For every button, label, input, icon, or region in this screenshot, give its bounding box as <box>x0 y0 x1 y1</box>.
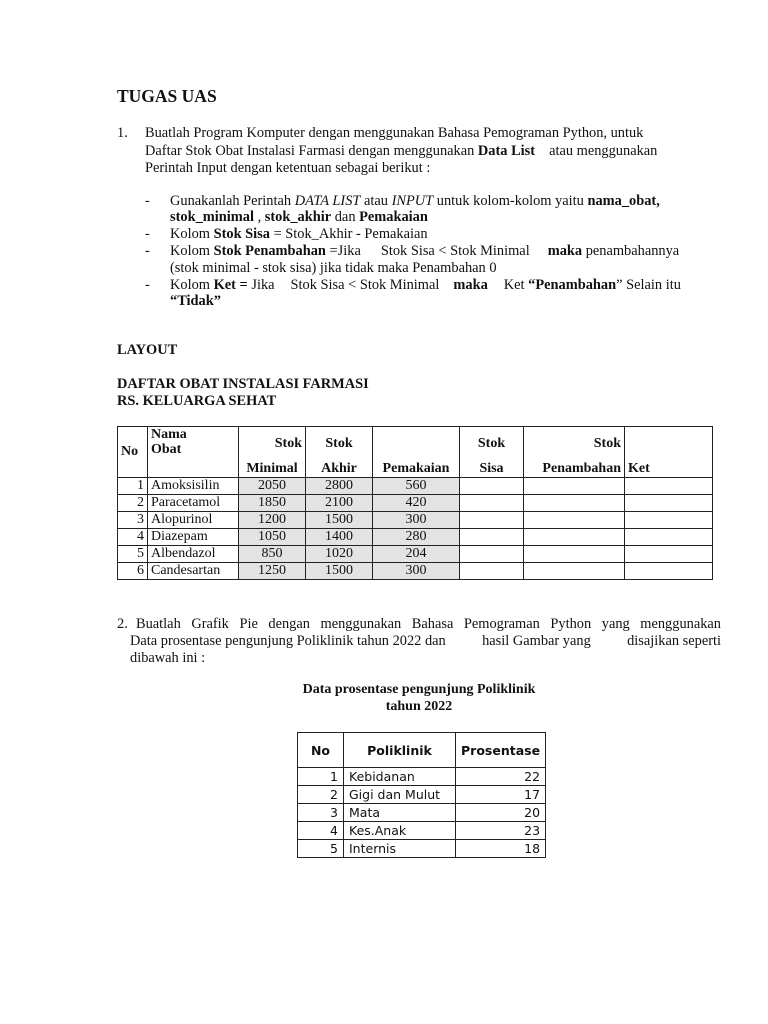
header-stok-akhir-1: Stok <box>306 427 373 453</box>
cell-penambahan <box>524 512 625 529</box>
cell-nama: Paracetamol <box>148 495 239 512</box>
q1-line2-text: Daftar Stok Obat Instalasi Farmasi dengan menggunakan <box>145 143 478 159</box>
cell-penambahan <box>524 546 625 563</box>
table2-title-1: Data prosentase pengunjung Poliklinik <box>302 682 536 697</box>
cell-sisa <box>460 512 524 529</box>
bullet-dash: - <box>145 277 150 293</box>
cell-akhir: 2800 <box>306 478 373 495</box>
table-row <box>298 822 546 840</box>
daftar-subtitle: RS. KELUARGA SEHAT <box>117 393 277 409</box>
cell-nama: Diazepam <box>148 529 239 546</box>
q1-line2-tail: atau menggunakan <box>549 143 658 159</box>
cell-no: 5 <box>298 840 344 858</box>
cell-akhir: 2100 <box>306 495 373 512</box>
bullet-bold: Pemakaian <box>359 209 428 225</box>
cell-no: 2 <box>298 786 344 804</box>
bullet-1-line2 <box>170 208 428 226</box>
bullet-text: Kolom <box>170 226 214 242</box>
q2-line2-c: disajikan seperti <box>627 633 721 649</box>
bullet-dash: - <box>145 243 150 259</box>
bullet-dash: - <box>145 193 150 209</box>
table-row <box>298 804 546 822</box>
bullet-3-line1 <box>170 242 679 260</box>
header-stok-pen-1: Stok <box>524 427 625 453</box>
bullet-4-line2: “Tidak” <box>170 293 221 309</box>
header-no: No <box>118 427 148 478</box>
bullet-bold: Stok Sisa <box>213 226 270 242</box>
header-no: No <box>298 733 344 768</box>
cell-nama: Amoksisilin <box>148 478 239 495</box>
cell-min: 1050 <box>239 529 306 546</box>
cell-poliklinik: Gigi dan Mulut <box>344 786 456 804</box>
bullet-bold: “Penambahan <box>528 277 617 293</box>
header-stok-min-2: Minimal <box>239 452 306 478</box>
cell-poliklinik: Mata <box>344 804 456 822</box>
cell-no: 1 <box>298 768 344 786</box>
header-prosentase: Prosentase <box>456 733 546 768</box>
q2-line3: dibawah ini : <box>130 650 206 666</box>
cell-poliklinik: Internis <box>344 840 456 858</box>
cell-pakai: 420 <box>373 495 460 512</box>
cell-prosentase: 20 <box>456 804 546 822</box>
cell-nama: Albendazol <box>148 546 239 563</box>
header-stok-sisa-1: Stok <box>460 427 524 453</box>
cell-pakai: 204 <box>373 546 460 563</box>
cell-poliklinik: Kes.Anak <box>344 822 456 840</box>
header-poliklinik: Poliklinik <box>344 733 456 768</box>
header-nama-1: Nama <box>151 427 187 442</box>
cell-sisa <box>460 563 524 580</box>
cell-sisa <box>460 478 524 495</box>
cell-no: 6 <box>118 563 148 580</box>
cell-no: 5 <box>118 546 148 563</box>
bullet-text: Kolom <box>170 277 214 293</box>
header-ket: Ket <box>625 452 713 478</box>
table-row <box>118 546 713 563</box>
bullet-bold: maka <box>453 277 488 293</box>
cell-no: 3 <box>298 804 344 822</box>
header-pemakaian-blank <box>373 427 460 453</box>
q1-line1: Buatlah Program Komputer dengan menggunakan Bahasa Pemograman Python, untuk <box>145 125 644 141</box>
cell-akhir: 1500 <box>306 512 373 529</box>
table-row <box>298 786 546 804</box>
cell-no: 3 <box>118 512 148 529</box>
q1-line2-bold: Data List <box>477 143 536 159</box>
bullet-bold: Stok Penambahan <box>213 243 326 259</box>
bullet-text: , <box>253 209 265 225</box>
cell-ket <box>625 546 713 563</box>
table-row <box>118 495 713 512</box>
cell-min: 2050 <box>239 478 306 495</box>
cell-penambahan <box>524 529 625 546</box>
q1-line2 <box>145 142 657 160</box>
bullet-text: Jika <box>247 277 275 293</box>
cell-min: 1200 <box>239 512 306 529</box>
bullet-text: Gunakanlah Perintah <box>170 193 295 209</box>
cell-min: 1850 <box>239 495 306 512</box>
bullet-dash: - <box>145 226 150 242</box>
header-stok-pen-2: Penambahan <box>524 452 625 478</box>
cell-akhir: 1020 <box>306 546 373 563</box>
table-row <box>118 529 713 546</box>
table-header-row-1 <box>118 427 713 453</box>
bullet-text: =Jika <box>325 243 361 259</box>
cell-no: 4 <box>298 822 344 840</box>
header-ket-blank <box>625 427 713 453</box>
cell-ket <box>625 529 713 546</box>
bullet-4-line1 <box>170 276 681 294</box>
bullet-bold: maka <box>547 243 583 259</box>
bullet-italic: DATA LIST <box>294 193 361 209</box>
bullet-text: Ket <box>503 277 529 293</box>
cell-penambahan <box>524 478 625 495</box>
cell-nama: Candesartan <box>148 563 239 580</box>
table-row <box>298 840 546 858</box>
q2-line1: Buatlah Grafik Pie dengan menggunakan Bahasa Pemograman Python yang menggunakan <box>136 616 721 632</box>
bullet-bold: stok_akhir <box>264 209 332 225</box>
table-row <box>118 512 713 529</box>
cell-ket <box>625 495 713 512</box>
bullet-text: ” Selain itu <box>616 277 681 293</box>
cell-prosentase: 18 <box>456 840 546 858</box>
stock-table <box>117 426 713 580</box>
table-row <box>298 768 546 786</box>
bullet-2 <box>170 225 428 243</box>
cell-pakai: 280 <box>373 529 460 546</box>
daftar-title: DAFTAR OBAT INSTALASI FARMASI <box>117 376 369 392</box>
header-stok-sisa-2: Sisa <box>460 452 524 478</box>
q2-line2-b: hasil Gambar yang <box>482 633 591 649</box>
cell-prosentase: 22 <box>456 768 546 786</box>
header-nama-2: Obat <box>151 442 182 457</box>
cell-ket <box>625 478 713 495</box>
cell-no: 4 <box>118 529 148 546</box>
table-header-row <box>298 733 546 768</box>
q2-line2-a: Data prosentase pengunjung Poliklinik tahun 2022 dan <box>130 633 446 649</box>
cell-ket <box>625 563 713 580</box>
cell-prosentase: 17 <box>456 786 546 804</box>
cell-pakai: 300 <box>373 563 460 580</box>
cell-sisa <box>460 529 524 546</box>
cell-pakai: 560 <box>373 478 460 495</box>
bullet-text: Stok Sisa < Stok Minimal <box>290 277 440 293</box>
cell-min: 850 <box>239 546 306 563</box>
header-stok-min-1: Stok <box>239 427 306 453</box>
header-nama-obat <box>148 427 239 478</box>
poliklinik-table <box>297 732 546 858</box>
cell-akhir: 1400 <box>306 529 373 546</box>
q2-line2 <box>130 632 721 650</box>
bullet-3-line2: (stok minimal - stok sisa) jika tidak maka Penambahan 0 <box>170 260 497 276</box>
cell-sisa <box>460 546 524 563</box>
q1-line3: Perintah Input dengan ketentuan sebagai berikut : <box>145 160 431 176</box>
bullet-text: penambahannya <box>582 243 680 259</box>
cell-no: 1 <box>118 478 148 495</box>
bullet-text: Kolom <box>170 243 214 259</box>
cell-ket <box>625 512 713 529</box>
cell-min: 1250 <box>239 563 306 580</box>
bullet-text: dan <box>331 209 360 225</box>
bullet-text: untuk kolom-kolom yaitu <box>433 193 588 209</box>
bullet-text: = Stok_Akhir - Pemakaian <box>269 226 428 242</box>
table-row <box>118 478 713 495</box>
header-stok-akhir-2: Akhir <box>306 452 373 478</box>
bullet-text: Stok Sisa < Stok Minimal <box>380 243 530 259</box>
cell-nama: Alopurinol <box>148 512 239 529</box>
cell-sisa <box>460 495 524 512</box>
bullet-bold: nama_obat, <box>587 193 660 209</box>
document-title: TUGAS UAS <box>117 86 217 106</box>
q2-number: 2. <box>117 616 128 632</box>
table-row <box>118 563 713 580</box>
header-pemakaian: Pemakaian <box>373 452 460 478</box>
cell-akhir: 1500 <box>306 563 373 580</box>
cell-pakai: 300 <box>373 512 460 529</box>
cell-penambahan <box>524 563 625 580</box>
table2-title-2: tahun 2022 <box>385 699 453 714</box>
bullet-bold: stok_minimal <box>170 209 254 225</box>
bullet-italic: INPUT <box>391 193 434 209</box>
bullet-text: atau <box>360 193 392 209</box>
bullet-bold: Ket = <box>213 277 248 293</box>
layout-label: LAYOUT <box>117 342 178 358</box>
cell-prosentase: 23 <box>456 822 546 840</box>
cell-penambahan <box>524 495 625 512</box>
cell-no: 2 <box>118 495 148 512</box>
cell-poliklinik: Kebidanan <box>344 768 456 786</box>
q1-number: 1. <box>117 125 128 141</box>
